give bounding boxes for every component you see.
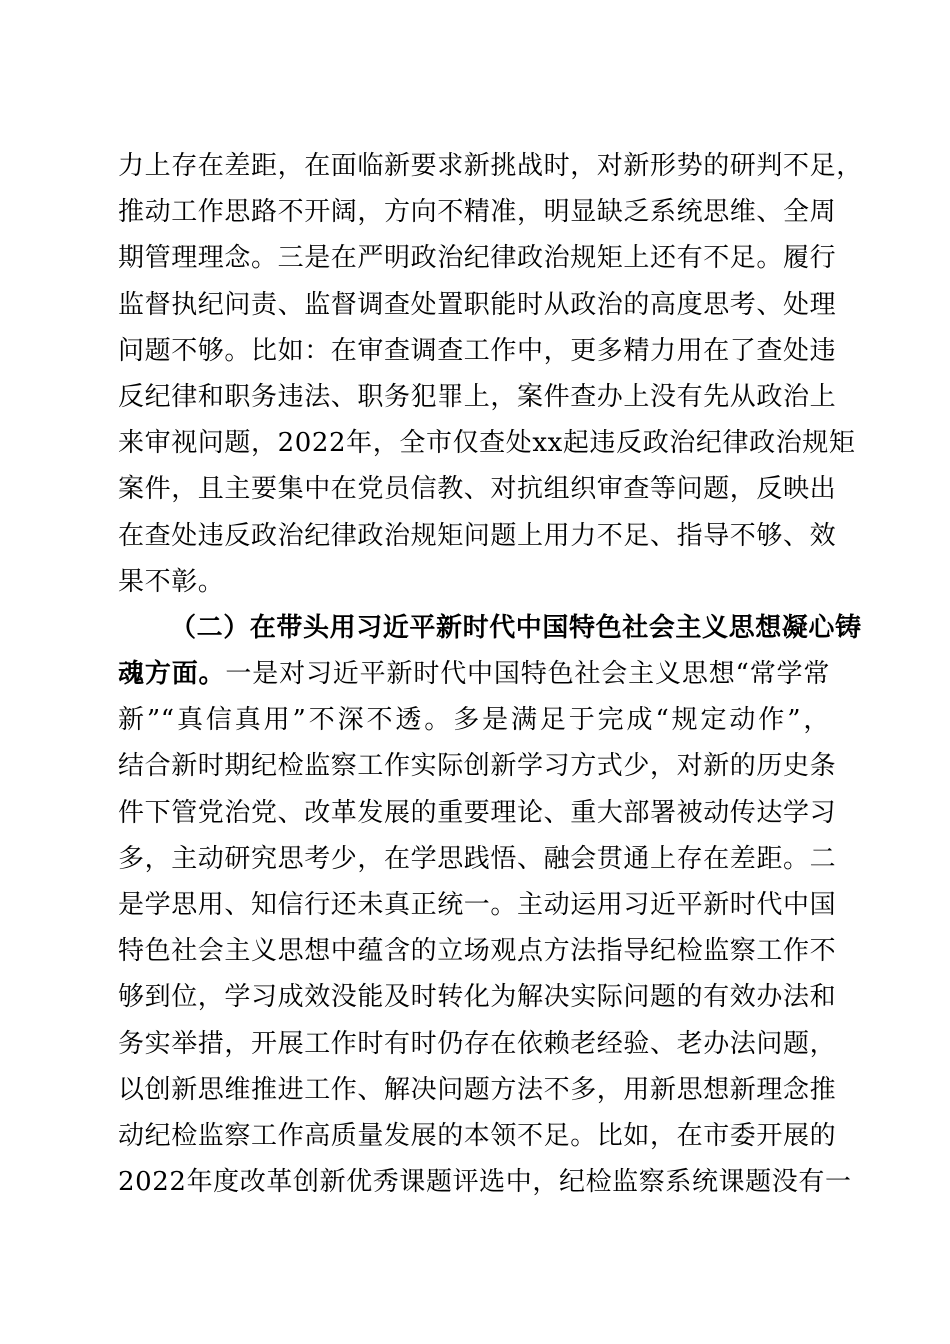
body2-line-10: 动纪检监察工作高质量发展的本领不足。比如，在市委开展的 [118,1120,837,1151]
body-line-3: 期管理理念。三是在严明政治纪律政治规矩上还有不足。履行 [118,243,837,274]
body-line-5: 问题不够。比如：在审查调查工作中，更多精力用在了查处违 [118,335,837,366]
section-first-sentence: 一是对习近平新时代中国特色社会主义思想“常学常 [225,659,830,690]
section-heading-line-2 [118,651,830,697]
body-line-9: 在查处违反政治纪律政治规矩问题上用力不足、指导不够、效 [118,520,837,551]
body-line-6: 反纪律和职务违法、职务犯罪上，案件查办上没有先从政治上 [118,381,837,412]
body2-line-2: 结合新时期纪检监察工作实际创新学习方式少，对新的历史条 [118,751,837,782]
body2-line-7: 够到位，学习成效没能及时转化为解决实际问题的有效办法和 [118,982,837,1013]
body-line-2: 推动工作思路不开阔，方向不精准，明显缺乏系统思维、全周 [118,197,837,228]
document-body [118,143,863,1205]
body2-line-1: 新”“真信真用”不深不透。多是满足于完成“规定动作”， [118,705,830,736]
body2-line-8: 务实举措，开展工作时有时仍存在依赖老经验、老办法问题， [118,1028,837,1059]
section-heading-line-1: （二）在带头用习近平新时代中国特色社会主义思想凝心铸 [170,612,862,643]
body-line-10: 果不彰。 [118,566,225,597]
section-heading-end: 魂方面。 [118,659,226,690]
body-line-1: 力上存在差距，在面临新要求新挑战时，对新形势的研判不足， [118,151,863,181]
body2-line-3: 件下管党治党、改革发展的重要理论、重大部署被动传达学习 [118,797,837,828]
body2-line-9: 以创新思维推进工作、解决问题方法不多，用新思想新理念推 [118,1074,837,1105]
body2-line-4: 多，主动研究思考少，在学思践悟、融会贯通上存在差距。二 [118,843,837,874]
body-line-4: 监督执纪问责、监督调查处置职能时从政治的高度思考、处理 [118,289,837,320]
body2-line-5: 是学思用、知信行还未真正统一。主动运用习近平新时代中国 [118,890,837,920]
body2-line-6: 特色社会主义思想中蕴含的立场观点方法指导纪检监察工作不 [118,936,837,967]
body-line-8: 案件，且主要集中在党员信教、对抗组织审查等问题，反映出 [118,474,837,505]
body-line-7: 来审视问题，2022年，全市仅查处xx起违反政治纪律政治规矩 [118,428,856,459]
body2-line-11: 2022年度改革创新优秀课题评选中，纪检监察系统课题没有一 [118,1167,852,1198]
